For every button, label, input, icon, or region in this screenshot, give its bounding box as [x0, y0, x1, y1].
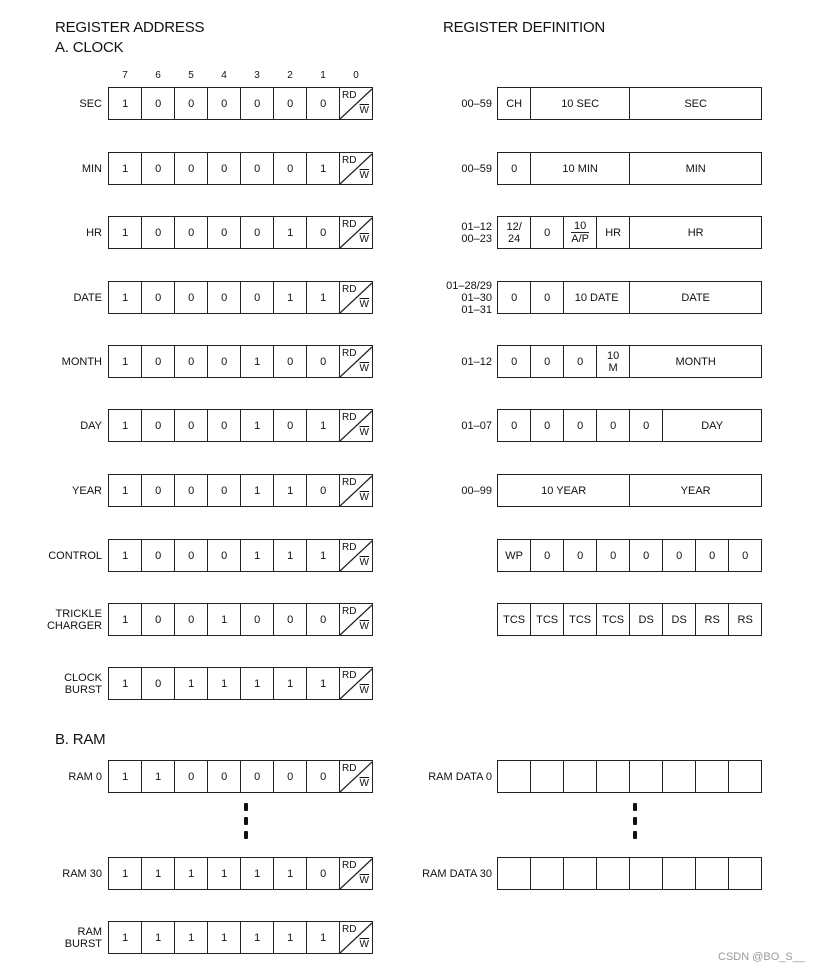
ram-section-heading: B. RAM: [55, 731, 106, 748]
bit-cell: 1: [207, 667, 241, 700]
bit-cell: 0: [240, 152, 274, 185]
bit-cell: 1: [273, 667, 307, 700]
definition-cell: 0: [497, 281, 531, 314]
ram-data-bit-cell: [497, 760, 531, 793]
clock-address-row: [108, 539, 373, 572]
definition-cell: SEC: [629, 87, 762, 120]
definition-range-label: 00–59: [461, 162, 492, 175]
rd-w-cell: [339, 667, 373, 700]
definition-range-label: 01–28/29 01–30 01–31: [446, 279, 492, 316]
rd-w-cell: [339, 216, 373, 249]
bit-cell: 1: [141, 760, 175, 793]
clock-address-row: [108, 345, 373, 378]
definition-cell: 10 MIN: [530, 152, 630, 185]
rd-label: RD: [342, 219, 357, 230]
bit-cell: 1: [273, 539, 307, 572]
bit-cell: 1: [108, 409, 142, 442]
ram-address-label: RAM BURST: [64, 925, 102, 950]
bit-cell: 1: [240, 474, 274, 507]
rd-label: RD: [342, 412, 357, 423]
bit-cell: 1: [306, 409, 340, 442]
definition-cell: 12/ 24: [497, 216, 531, 249]
bit-cell: 0: [174, 87, 208, 120]
definition-cell: 0: [497, 152, 531, 185]
rd-w-cell: [339, 603, 373, 636]
bit-cell: 0: [306, 474, 340, 507]
bit-cell: 0: [207, 409, 241, 442]
bit-cell: 0: [240, 281, 274, 314]
definition-row: [497, 216, 762, 249]
w-bar-label: $\overline{W}$: [359, 105, 369, 116]
definition-cell: 10 DATE: [563, 281, 630, 314]
bit-cell: 0: [141, 409, 175, 442]
bit-cell: 1: [306, 539, 340, 572]
definition-range-label: 00–59: [461, 97, 492, 110]
definition-cell: TCS: [596, 603, 630, 636]
bit-cell: 0: [207, 216, 241, 249]
register-address-heading: REGISTER ADDRESS: [55, 19, 205, 36]
definition-row: [497, 345, 762, 378]
clock-address-row: [108, 667, 373, 700]
rd-label: RD: [342, 155, 357, 166]
watermark: CSDN @BO_S__: [718, 951, 805, 963]
definition-cell: [563, 216, 597, 249]
w-bar-label: $\overline{W}$: [359, 778, 369, 789]
bit-cell: 0: [141, 216, 175, 249]
bit-cell: 1: [306, 667, 340, 700]
bit-cell: 1: [108, 921, 142, 954]
w-bar-label: $\overline{W}$: [359, 621, 369, 632]
definition-cell: 0: [497, 345, 531, 378]
bit-cell: 0: [174, 216, 208, 249]
bit-cell: 0: [306, 760, 340, 793]
rd-w-cell: [339, 474, 373, 507]
rd-label: RD: [342, 670, 357, 681]
bit-cell: 0: [273, 345, 307, 378]
bit-cell: 0: [174, 760, 208, 793]
bit-cell: 1: [273, 857, 307, 890]
definition-cell: YEAR: [629, 474, 762, 507]
bit-cell: 1: [207, 603, 241, 636]
clock-address-row: [108, 87, 373, 120]
bit-cell: 0: [207, 281, 241, 314]
bit-cell: 1: [108, 87, 142, 120]
bit-cell: 1: [240, 921, 274, 954]
ram-address-row: [108, 857, 373, 890]
rd-w-cell: [339, 921, 373, 954]
bit-cell: 0: [174, 152, 208, 185]
bit-number: 3: [254, 70, 260, 81]
w-bar-label: $\overline{W}$: [359, 170, 369, 181]
rd-w-cell: [339, 857, 373, 890]
ram-data-row: [497, 857, 762, 890]
definition-cell: 0: [530, 281, 564, 314]
bit-number: 4: [221, 70, 227, 81]
definition-cell: TCS: [563, 603, 597, 636]
definition-cell: RS: [728, 603, 762, 636]
rd-w-cell: [339, 539, 373, 572]
ram-address-label: RAM 0: [68, 770, 102, 783]
ram-data-label: RAM DATA 0: [428, 770, 492, 783]
rd-label: RD: [342, 542, 357, 553]
clock-address-row: [108, 603, 373, 636]
clock-address-label: MIN: [81, 162, 102, 175]
definition-cell: TCS: [530, 603, 564, 636]
bit-cell: 0: [207, 760, 241, 793]
ram-data-bit-cell: [695, 760, 729, 793]
bit-cell: 1: [240, 409, 274, 442]
w-bar-label: $\overline{W}$: [359, 427, 369, 438]
bit-cell: 0: [141, 667, 175, 700]
bit-cell: 0: [207, 345, 241, 378]
definition-cell: WP: [497, 539, 531, 572]
bit-cell: 1: [240, 857, 274, 890]
ram-address-row: [108, 921, 373, 954]
definition-cell: 0: [596, 409, 630, 442]
rd-label: RD: [342, 924, 357, 935]
bit-cell: 0: [141, 152, 175, 185]
definition-cell: 0: [695, 539, 729, 572]
clock-address-label: SEC: [79, 97, 102, 110]
bit-cell: 0: [306, 603, 340, 636]
definition-range-label: 01–12: [461, 355, 492, 368]
bit-cell: 0: [240, 87, 274, 120]
bit-cell: 0: [141, 345, 175, 378]
bit-cell: 0: [141, 87, 175, 120]
definition-cell: 0: [629, 539, 663, 572]
bit-cell: 1: [108, 760, 142, 793]
bit-cell: 0: [141, 474, 175, 507]
bit-number: 6: [155, 70, 161, 81]
definition-cell: DS: [629, 603, 663, 636]
definition-cell: 0: [563, 409, 597, 442]
bit-cell: 1: [108, 857, 142, 890]
definition-cell: 0: [497, 409, 531, 442]
bit-cell: 0: [207, 87, 241, 120]
w-bar-label: $\overline{W}$: [359, 875, 369, 886]
definition-cell: 0: [530, 216, 564, 249]
definition-cell: MONTH: [629, 345, 762, 378]
ram-data-bit-cell: [629, 760, 663, 793]
definition-cell: 10 YEAR: [497, 474, 630, 507]
bit-cell: 1: [306, 152, 340, 185]
definition-range-label: 01–12 00–23: [461, 220, 492, 245]
clock-address-row: [108, 281, 373, 314]
definition-cell: HR: [629, 216, 762, 249]
clock-address-label: MONTH: [61, 355, 102, 368]
w-bar-label: $\overline{W}$: [359, 234, 369, 245]
definition-cell: 0: [596, 539, 630, 572]
bit-cell: 0: [273, 603, 307, 636]
rd-label: RD: [342, 348, 357, 359]
definition-cell: 0: [662, 539, 696, 572]
ram-data-bit-cell: [563, 760, 597, 793]
bit-cell: 1: [108, 216, 142, 249]
rd-w-cell: [339, 152, 373, 185]
bit-cell: 1: [240, 345, 274, 378]
definition-cell: MIN: [629, 152, 762, 185]
ram-data-bit-cell: [530, 857, 564, 890]
definition-cell: DAY: [662, 409, 762, 442]
bit-number: 5: [188, 70, 194, 81]
definition-cell: 0: [530, 409, 564, 442]
definition-cell: 10 SEC: [530, 87, 630, 120]
bit-cell: 1: [108, 281, 142, 314]
definition-cell: 0: [728, 539, 762, 572]
ram-address-row: [108, 760, 373, 793]
definition-range-label: 00–99: [461, 484, 492, 497]
bit-cell: 1: [108, 667, 142, 700]
definition-cell: 0: [629, 409, 663, 442]
ram-data-bit-cell: [662, 760, 696, 793]
ram-data-bit-cell: [728, 857, 762, 890]
definition-row: [497, 474, 762, 507]
definition-cell: 10 M: [596, 345, 630, 378]
w-bar-label: $\overline{W}$: [359, 685, 369, 696]
ram-data-bit-cell: [662, 857, 696, 890]
bit-cell: 0: [207, 474, 241, 507]
bit-cell: 0: [174, 603, 208, 636]
bit-cell: 1: [306, 921, 340, 954]
bit-cell: 1: [273, 216, 307, 249]
bit-cell: 1: [273, 281, 307, 314]
definition-row: [497, 409, 762, 442]
bit-cell: 1: [306, 281, 340, 314]
rd-label: RD: [342, 477, 357, 488]
definition-row: [497, 87, 762, 120]
w-bar-label: $\overline{W}$: [359, 557, 369, 568]
bit-cell: 0: [240, 760, 274, 793]
bit-cell: 0: [141, 281, 175, 314]
clock-address-label: DATE: [73, 291, 102, 304]
bit-cell: 1: [108, 539, 142, 572]
ram-address-ellipsis: [243, 803, 249, 845]
bit-number: 0: [353, 70, 359, 81]
definition-cell: DS: [662, 603, 696, 636]
definition-cell: RS: [695, 603, 729, 636]
bit-cell: 0: [141, 603, 175, 636]
bit-cell: 1: [108, 152, 142, 185]
clock-section-heading: A. CLOCK: [55, 39, 124, 56]
bit-cell: 0: [174, 409, 208, 442]
clock-address-label: TRICKLE CHARGER: [46, 607, 102, 632]
clock-address-row: [108, 216, 373, 249]
definition-cell: 0: [563, 345, 597, 378]
clock-address-label: YEAR: [72, 484, 102, 497]
rd-w-cell: [339, 760, 373, 793]
bit-cell: 0: [174, 345, 208, 378]
rd-w-cell: [339, 87, 373, 120]
bit-cell: 0: [141, 539, 175, 572]
definition-cell-bottom: A/P: [571, 233, 590, 245]
clock-address-row: [108, 152, 373, 185]
ram-data-bit-cell: [596, 760, 630, 793]
bit-cell: 0: [273, 87, 307, 120]
bit-cell: 0: [306, 857, 340, 890]
w-bar-label: $\overline{W}$: [359, 363, 369, 374]
ram-data-bit-cell: [629, 857, 663, 890]
bit-cell: 0: [306, 345, 340, 378]
bit-cell: 0: [306, 87, 340, 120]
ram-data-bit-cell: [563, 857, 597, 890]
ram-data-bit-cell: [530, 760, 564, 793]
bit-cell: 0: [207, 539, 241, 572]
rd-label: RD: [342, 90, 357, 101]
bit-number: 2: [287, 70, 293, 81]
definition-row: [497, 539, 762, 572]
rd-label: RD: [342, 860, 357, 871]
definition-range-label: 01–07: [461, 419, 492, 432]
bit-cell: 0: [273, 409, 307, 442]
ram-data-bit-cell: [728, 760, 762, 793]
bit-cell: 1: [273, 921, 307, 954]
bit-cell: 1: [141, 921, 175, 954]
bit-cell: 0: [174, 539, 208, 572]
bit-cell: 0: [174, 474, 208, 507]
rd-w-cell: [339, 409, 373, 442]
definition-row: [497, 281, 762, 314]
bit-number: 1: [320, 70, 326, 81]
definition-row: [497, 152, 762, 185]
w-bar-label: $\overline{W}$: [359, 299, 369, 310]
bit-cell: 1: [273, 474, 307, 507]
ram-data-bit-cell: [695, 857, 729, 890]
clock-address-label: CONTROL: [48, 549, 102, 562]
register-definition-heading: REGISTER DEFINITION: [443, 19, 606, 36]
bit-cell: 1: [174, 921, 208, 954]
ram-data-label: RAM DATA 30: [422, 867, 492, 880]
clock-address-label: DAY: [80, 419, 102, 432]
definition-cell: 0: [530, 539, 564, 572]
bit-cell: 1: [174, 857, 208, 890]
bit-cell: 0: [174, 281, 208, 314]
bit-cell: 1: [240, 667, 274, 700]
definition-row: [497, 603, 762, 636]
bit-cell: 1: [207, 857, 241, 890]
bit-number: 7: [122, 70, 128, 81]
w-bar-label: $\overline{W}$: [359, 492, 369, 503]
bit-cell: 0: [207, 152, 241, 185]
definition-cell: CH: [497, 87, 531, 120]
clock-address-label: CLOCK BURST: [64, 671, 102, 696]
rd-w-cell: [339, 345, 373, 378]
rd-label: RD: [342, 284, 357, 295]
ram-data-ellipsis: [632, 803, 638, 845]
definition-cell: TCS: [497, 603, 531, 636]
clock-address-row: [108, 409, 373, 442]
ram-data-row: [497, 760, 762, 793]
clock-address-row: [108, 474, 373, 507]
bit-cell: 1: [240, 539, 274, 572]
bit-cell: 0: [273, 760, 307, 793]
rd-w-cell: [339, 281, 373, 314]
definition-cell-top: 10: [571, 220, 589, 233]
bit-cell: 1: [141, 857, 175, 890]
bit-cell: 1: [174, 667, 208, 700]
definition-cell: 0: [563, 539, 597, 572]
ram-data-bit-cell: [497, 857, 531, 890]
ram-address-label: RAM 30: [62, 867, 102, 880]
bit-cell: 0: [240, 603, 274, 636]
rd-label: RD: [342, 763, 357, 774]
bit-cell: 0: [273, 152, 307, 185]
bit-cell: 1: [108, 474, 142, 507]
bit-cell: 1: [108, 603, 142, 636]
bit-cell: 0: [306, 216, 340, 249]
definition-cell: DATE: [629, 281, 762, 314]
rd-label: RD: [342, 606, 357, 617]
bit-cell: 1: [108, 345, 142, 378]
w-bar-label: $\overline{W}$: [359, 939, 369, 950]
bit-cell: 1: [207, 921, 241, 954]
definition-cell: 0: [530, 345, 564, 378]
ram-data-bit-cell: [596, 857, 630, 890]
clock-address-label: HR: [86, 226, 102, 239]
bit-cell: 0: [240, 216, 274, 249]
definition-cell: HR: [596, 216, 630, 249]
